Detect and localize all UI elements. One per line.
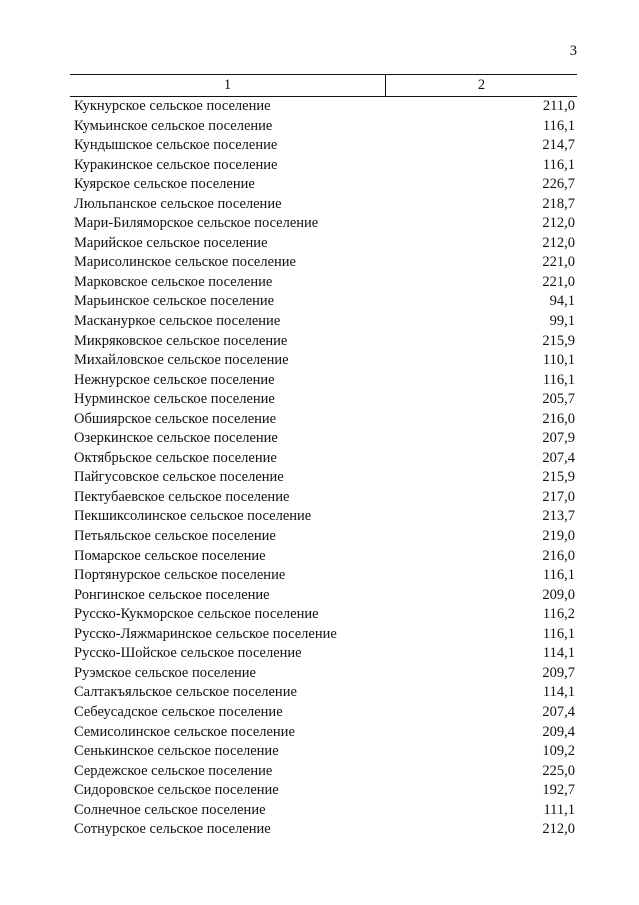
settlement-value: 225,0 [542,762,575,779]
settlement-value: 111,1 [543,801,575,818]
table-row [70,292,577,312]
settlement-name: Озеркинское сельское поселение [74,430,278,447]
table-row [70,253,577,273]
settlement-value: 221,0 [542,273,575,290]
table-row [70,117,577,137]
settlement-name: Помарское сельское поселение [74,547,266,564]
table-row [70,449,577,469]
settlement-value: 212,0 [542,234,575,251]
column-header-2: 2 [477,77,486,93]
settlement-value: 207,4 [542,449,575,466]
settlement-name: Семисолинское сельское поселение [74,723,295,740]
settlement-name: Нежнурское сельское поселение [74,371,275,388]
table-row [70,801,577,821]
settlement-name: Сотнурское сельское поселение [74,821,271,838]
settlement-name: Куракинское сельское поселение [74,156,278,173]
table-row [70,429,577,449]
settlement-value: 212,0 [542,215,575,232]
settlement-value: 116,2 [542,606,575,623]
settlement-name: Пекшиксолинское сельское поселение [74,508,312,525]
table-row [70,371,577,391]
settlement-value: 213,7 [542,508,575,525]
settlement-value: 94,1 [549,293,575,310]
table-row [70,723,577,743]
table-row [70,390,577,410]
settlement-name: Маскануркое сельское поселение [74,313,281,330]
table-row [70,762,577,782]
table-row [70,625,577,645]
table-row [70,234,577,254]
settlement-name: Мари-Биляморское сельское поселение [74,215,319,232]
settlement-name: Сенькинское сельское поселение [74,743,279,760]
settlement-value: 192,7 [542,782,575,799]
table-row [70,566,577,586]
settlement-value: 99,1 [549,313,575,330]
settlement-name: Сердежское сельское поселение [74,762,273,779]
column-header-1: 1 [70,75,386,96]
settlement-name: Пектубаевское сельское поселение [74,488,290,505]
settlement-value: 205,7 [542,391,575,408]
settlement-value: 209,0 [542,586,575,603]
settlement-name: Портянурское сельское поселение [74,567,286,584]
settlement-value: 215,9 [542,469,575,486]
settlement-name: Солнечное сельское поселение [74,801,266,818]
settlement-name: Октябрьское сельское поселение [74,449,277,466]
settlement-value: 217,0 [542,488,575,505]
settlement-value: 209,4 [542,723,575,740]
settlement-value: 207,9 [542,430,575,447]
settlement-value: 211,0 [542,98,575,114]
settlement-name: Салтакъяльское сельское поселение [74,684,297,701]
settlement-name: Куярское сельское поселение [74,176,255,193]
settlement-value: 116,1 [542,625,575,642]
table-row [70,605,577,625]
table-row [70,97,577,117]
settlement-value: 110,1 [542,352,575,369]
page-number: 3 [569,43,577,59]
settlement-name: Сидоровское сельское поселение [74,782,279,799]
settlement-name: Микряковское сельское поселение [74,332,288,349]
table-body [70,97,577,840]
settlement-name: Нурминское сельское поселение [74,391,275,408]
settlement-value: 116,1 [542,117,575,134]
table-row [70,195,577,215]
settlement-name: Марисолинское сельское поселение [74,254,296,271]
settlement-value: 209,7 [542,664,575,681]
table-row [70,468,577,488]
settlement-value: 114,1 [542,645,575,662]
settlement-value: 221,0 [542,254,575,271]
table-row [70,703,577,723]
table-row [70,214,577,234]
settlement-value: 109,2 [542,743,575,760]
settlement-value: 218,7 [542,195,575,212]
settlement-name: Русско-Ляжмаринское сельское поселение [74,625,337,642]
table-row [70,586,577,606]
table-row [70,742,577,762]
settlement-name: Русско-Кукморское сельское поселение [74,606,319,623]
settlement-value: 114,1 [542,684,575,701]
table-row [70,175,577,195]
settlement-name: Кумьинское сельское поселение [74,117,273,134]
settlement-name: Марковское сельское поселение [74,273,273,290]
settlement-value: 219,0 [542,528,575,545]
settlement-value: 214,7 [542,137,575,154]
settlement-name: Петьяльское сельское поселение [74,528,276,545]
table-row [70,312,577,332]
table-row [70,683,577,703]
table-header [70,74,577,97]
settlement-name: Руэмское сельское поселение [74,664,256,681]
table-row [70,136,577,156]
table-row [70,820,577,840]
table-row [70,527,577,547]
settlement-value: 212,0 [542,821,575,838]
settlement-value: 116,1 [542,371,575,388]
settlement-value: 116,1 [542,156,575,173]
table-row [70,507,577,527]
data-table [70,74,577,840]
settlement-name: Пайгусовское сельское поселение [74,469,284,486]
settlement-name: Кукнурское сельское поселение [74,98,271,114]
settlement-value: 207,4 [542,703,575,720]
settlement-value: 215,9 [542,332,575,349]
table-row [70,156,577,176]
settlement-value: 216,0 [542,410,575,427]
table-row [70,273,577,293]
settlement-value: 226,7 [542,176,575,193]
table-row [70,644,577,664]
settlement-value: 116,1 [542,567,575,584]
settlement-name: Люльпанское сельское поселение [74,195,282,212]
settlement-name: Марьинское сельское поселение [74,293,275,310]
table-row [70,664,577,684]
table-row [70,488,577,508]
settlement-name: Обшиярское сельское поселение [74,410,277,427]
settlement-value: 216,0 [542,547,575,564]
table-row [70,332,577,352]
settlement-name: Ронгинское сельское поселение [74,586,270,603]
table-row [70,547,577,567]
settlement-name: Марийское сельское поселение [74,234,268,251]
settlement-name: Русско-Шойское сельское поселение [74,645,302,662]
table-row [70,351,577,371]
settlement-name: Себеусадское сельское поселение [74,703,283,720]
settlement-name: Кундышское сельское поселение [74,137,278,154]
settlement-name: Михайловское сельское поселение [74,352,289,369]
table-row [70,781,577,801]
table-row [70,410,577,430]
